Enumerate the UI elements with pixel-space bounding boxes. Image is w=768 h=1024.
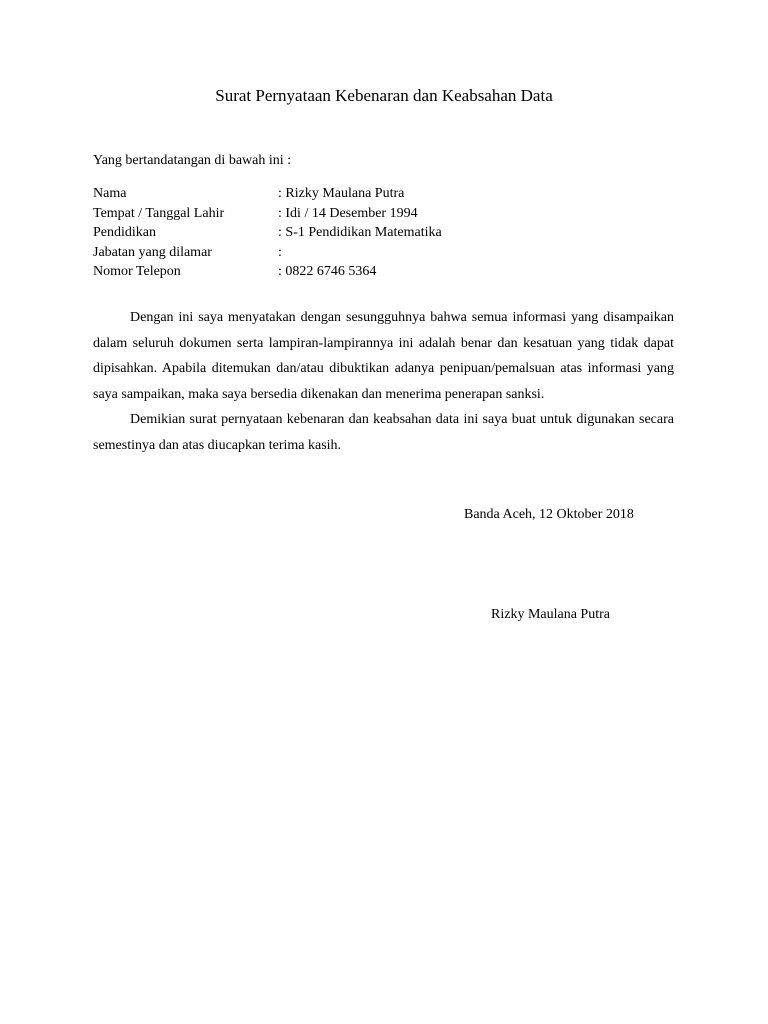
- field-label: Nomor Telepon: [93, 264, 181, 279]
- field-value: : Idi / 14 Desember 1994: [278, 205, 418, 221]
- field-row-nomor-telepon: [93, 262, 693, 282]
- field-label: Tempat / Tanggal Lahir: [93, 205, 225, 221]
- field-value: : 0822 6746 5364: [278, 264, 377, 279]
- identity-fields: [93, 184, 693, 282]
- field-value: :: [278, 244, 282, 260]
- statement-paragraph: Dengan ini saya menyatakan dengan sesungguhnya bahwa semua informasi yang disampaikan dalam seluruh dokumen serta lampiran-lampirannya ini adalah benar dan kesatuan yang tidak dapat dipisahkan. Apabila ditemukan dan/atau dibuktikan adanya penipuan/pemalsuan atas informasi yang saya sampaikan, maka saya bersedia dikenakan dan menerima penerapan sanksi.: [93, 310, 674, 402]
- field-label: Nama: [93, 186, 127, 201]
- intro-line: Yang bertandatangan di bawah ini :: [93, 153, 292, 168]
- field-row-tempat-tanggal-lahir: [93, 204, 693, 224]
- signer-name: Rizky Maulana Putra: [491, 607, 610, 622]
- place-date: Banda Aceh, 12 Oktober 2018: [464, 507, 634, 522]
- field-row-nama: [93, 184, 693, 204]
- field-label: Pendidikan: [93, 225, 156, 240]
- document-title: Surat Pernyataan Kebenaran dan Keabsahan Data: [215, 86, 553, 105]
- field-row-jabatan: [93, 243, 693, 263]
- closing-paragraph: Demikian surat pernyataan kebenaran dan keabsahan data ini saya buat untuk digunakan secara semestinya dan atas diucapkan terima kasih.: [93, 412, 674, 453]
- field-value: : Rizky Maulana Putra: [278, 186, 405, 201]
- field-value: : S-1 Pendidikan Matematika: [278, 225, 442, 240]
- field-label: Jabatan yang dilamar: [93, 244, 212, 260]
- field-row-pendidikan: [93, 223, 693, 243]
- statement-body: [93, 305, 674, 459]
